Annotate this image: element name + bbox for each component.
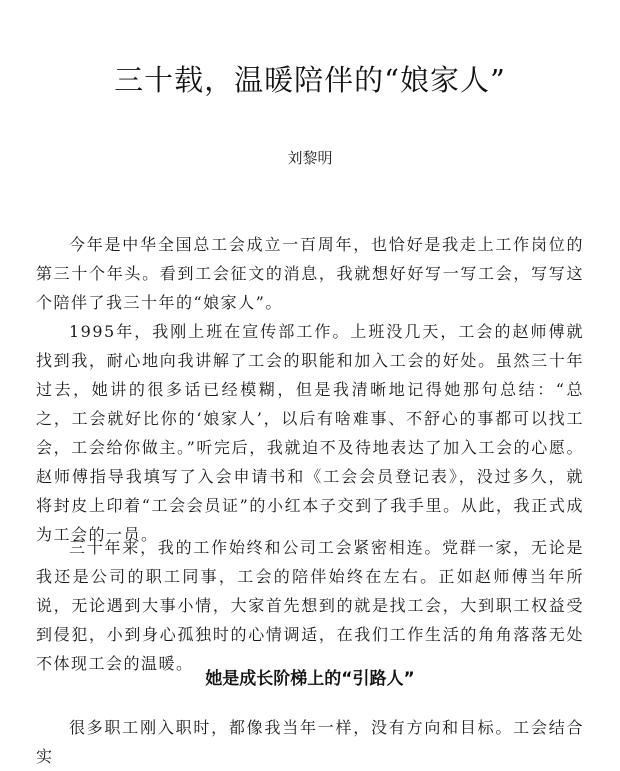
- paragraph-1: 今年是中华全国总工会成立一百周年，也恰好是我走上工作岗位的第三十个年头。看到工会征文的消息，我就想好好写一写工会，写写这个陪伴了我三十年的“娘家人”。: [36, 235, 584, 312]
- article-title: 三十载，温暖陪伴的“娘家人”: [114, 63, 506, 97]
- paragraph-3: 三十年来，我的工作始终和公司工会紧密相连。党群一家，无论是我还是公司的职工同事，工会的陪伴始终在左右。正如赵师傅当年所说，无论遇到大事小情，大家首先想到的就是找工会，大到职工权益受到侵犯，小到身心孤独时的心情调适，在我们工作生活的角角落落无处不体现工会的温暖。: [36, 538, 584, 673]
- section-subheading: 她是成长阶梯上的“引路人”: [205, 669, 415, 689]
- paragraph-4: 很多职工刚入职时，都像我当年一样，没有方向和目标。工会结合实: [36, 718, 584, 766]
- paragraph-2: 1995年，我刚上班在宣传部工作。上班没几天，工会的赵师傅就找到我，耐心地向我讲解了工会的职能和加入工会的好处。虽然三十年过去，她讲的很多话已经模糊，但是我清晰地记得她那句总结：“总之，工会就好比你的‘娘家人’，以后有啥难事、不舒心的事都可以找工会，工会给你做主。”听完后，我就迫不及待地表达了加入工会的心愿。赵师傅指导我填写了入会申请书和《工会会员登记表》，没过多久，就将封皮上印着“工会会员证”的小红本子交到了我手里。从此，我正式成为工会的一员。: [36, 322, 584, 544]
- article-author: 刘黎明: [287, 149, 333, 167]
